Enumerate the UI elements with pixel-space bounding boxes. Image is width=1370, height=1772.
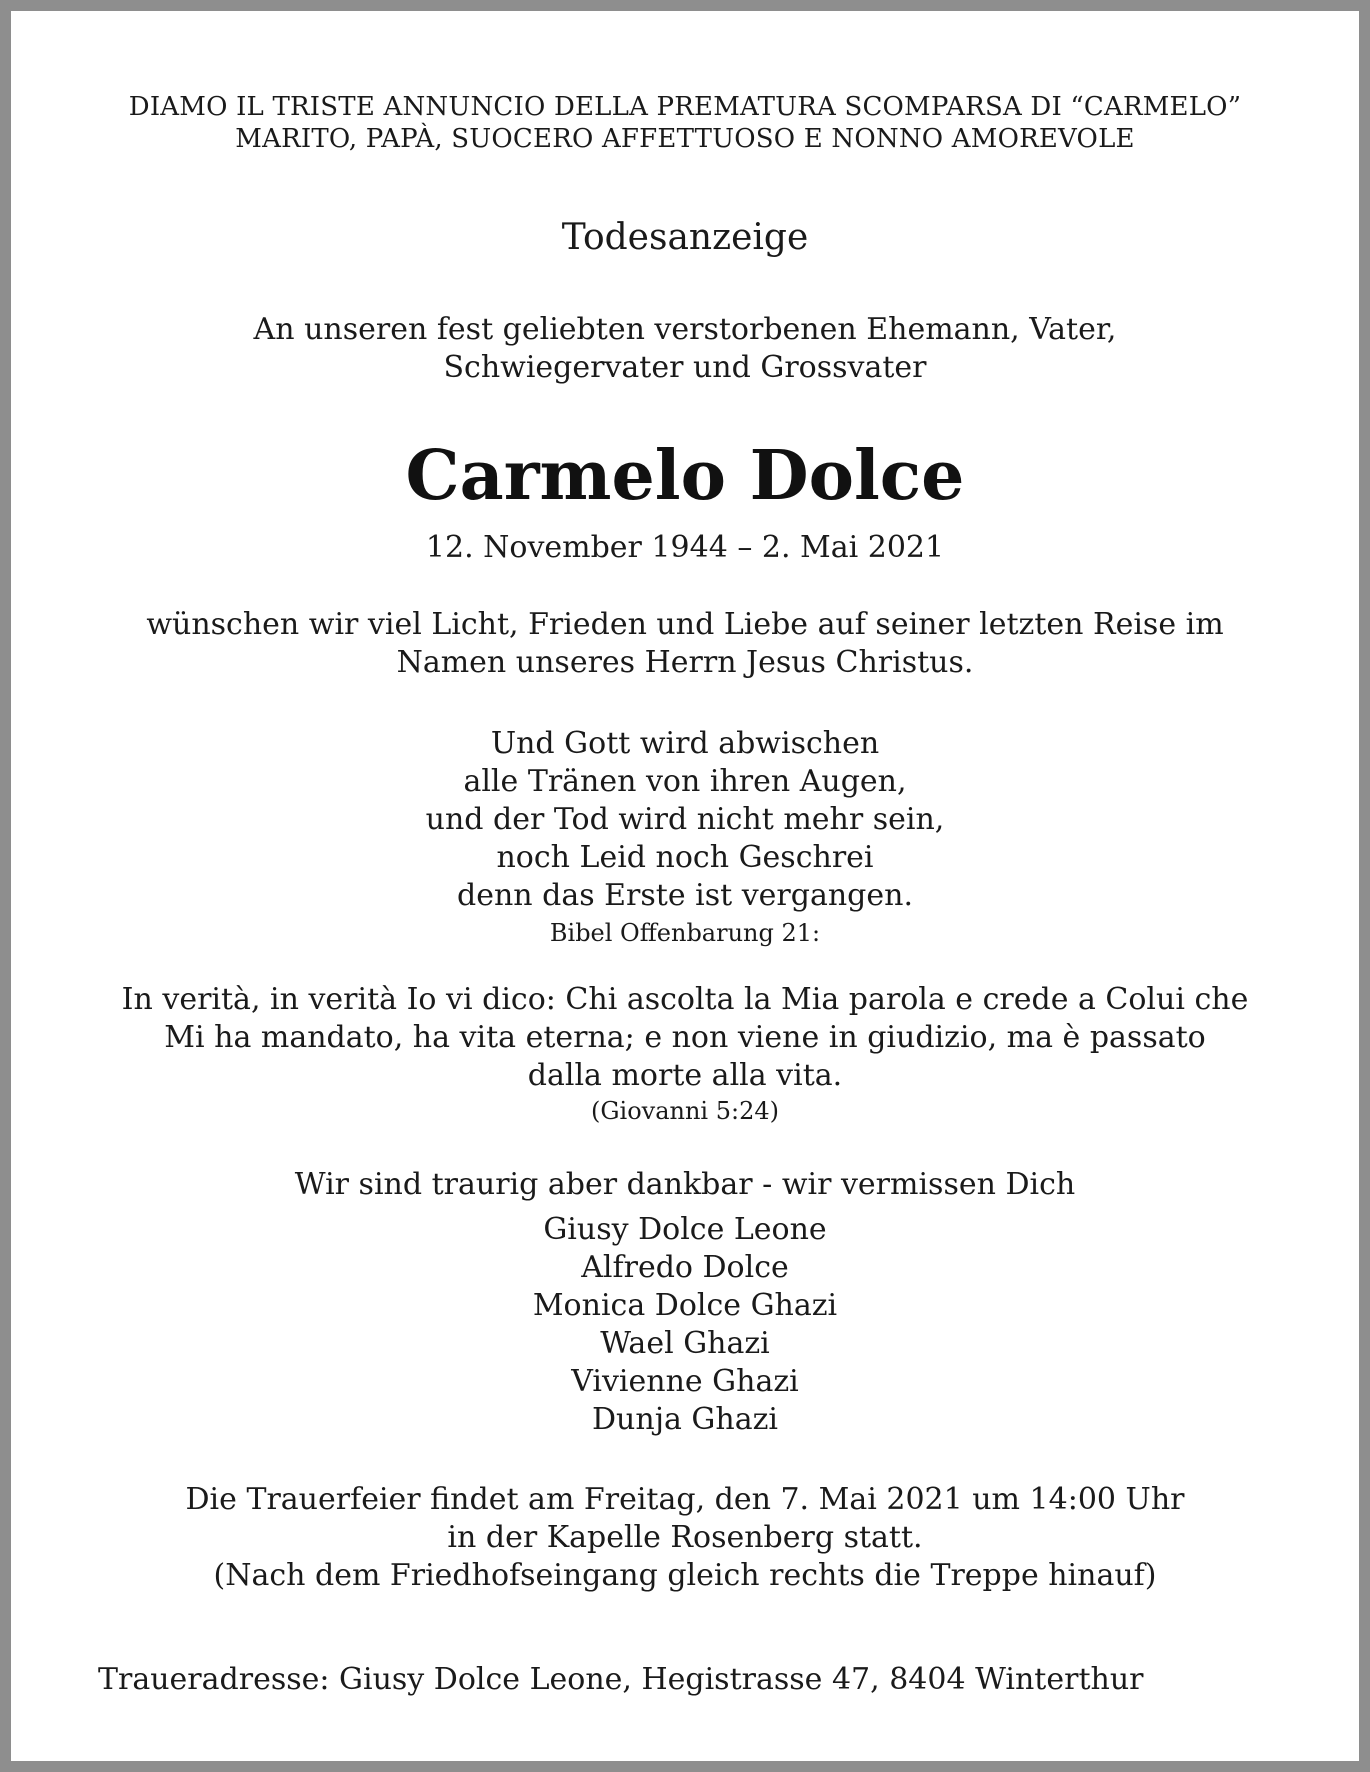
service-line: Die Trauerfeier findet am Freitag, den 7. Mai 2021 um 14:00 Uhr xyxy=(185,1482,1185,1517)
dedication xyxy=(11,311,1359,387)
family-member: Giusy Dolce Leone xyxy=(543,1212,827,1247)
family-member: Monica Dolce Ghazi xyxy=(532,1288,838,1323)
quote-line: Mi ha mandato, ha vita eterna; e non viene in giudizio, ma è passato xyxy=(164,1020,1206,1055)
page-title: Todesanzeige xyxy=(561,217,809,258)
family-list xyxy=(11,1211,1359,1439)
thanks-line: Wir sind traurig aber dankbar - wir vermissen Dich xyxy=(294,1167,1076,1202)
family-member: Alfredo Dolce xyxy=(581,1250,789,1285)
verse-line: alle Tränen von ihren Augen, xyxy=(463,764,907,799)
quote-reference: (Giovanni 5:24) xyxy=(590,1097,779,1125)
family-member: Wael Ghazi xyxy=(600,1326,770,1361)
mourning-address: Traueradresse: Giusy Dolce Leone, Hegistrasse 47, 8404 Winterthur xyxy=(98,1662,1144,1697)
life-dates: 12. November 1944 – 2. Mai 2021 xyxy=(425,530,945,565)
announcement-line: MARITO, PAPÀ, SUOCERO AFFETTUOSO E NONNO AMOREVOLE xyxy=(235,124,1135,154)
wish-text xyxy=(11,606,1359,682)
verse-reference: Bibel Offenbarung 21: xyxy=(549,919,821,947)
italian-announcement xyxy=(11,91,1359,155)
funeral-service-info xyxy=(11,1481,1359,1595)
verse-line: und der Tod wird nicht mehr sein, xyxy=(425,802,945,837)
family-member: Dunja Ghazi xyxy=(592,1402,778,1437)
bible-verse xyxy=(11,725,1359,915)
service-line: (Nach dem Friedhofseingang gleich rechts die Treppe hinauf) xyxy=(213,1558,1157,1593)
italian-quote xyxy=(11,981,1359,1095)
wish-line: Namen unseres Herrn Jesus Christus. xyxy=(396,645,974,680)
dedication-line: An unseren fest geliebten verstorbenen Ehemann, Vater, xyxy=(253,312,1117,347)
deceased-name: Carmelo Dolce xyxy=(405,436,965,516)
verse-line: Und Gott wird abwischen xyxy=(490,726,880,761)
obituary-page xyxy=(11,11,1359,1761)
service-line: in der Kapelle Rosenberg statt. xyxy=(447,1520,923,1555)
quote-line: In verità, in verità Io vi dico: Chi ascolta la Mia parola e crede a Colui che xyxy=(121,982,1249,1017)
quote-line: dalla morte alla vita. xyxy=(527,1058,843,1093)
verse-line: denn das Erste ist vergangen. xyxy=(457,878,913,913)
wish-line: wünschen wir viel Licht, Frieden und Liebe auf seiner letzten Reise im xyxy=(146,607,1224,642)
family-member: Vivienne Ghazi xyxy=(571,1364,799,1399)
verse-line: noch Leid noch Geschrei xyxy=(496,840,874,875)
announcement-line: DIAMO IL TRISTE ANNUNCIO DELLA PREMATURA SCOMPARSA DI “CARMELO” xyxy=(128,92,1242,122)
dedication-line: Schwiegervater und Grossvater xyxy=(443,350,927,385)
